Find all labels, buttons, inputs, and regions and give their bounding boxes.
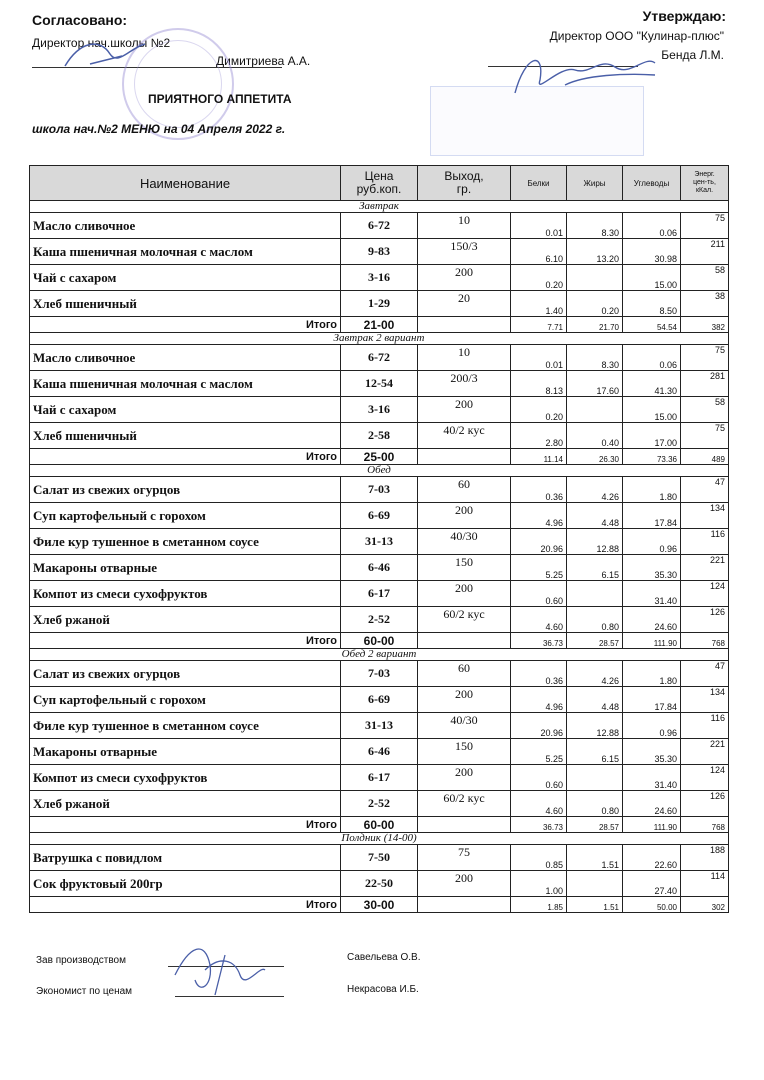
- section-row: [30, 833, 729, 845]
- dish-carbs: 0.06: [623, 213, 681, 239]
- total-energy: 768: [681, 817, 729, 833]
- dish-output: 200: [418, 397, 511, 423]
- dish-price: 2-58: [341, 423, 418, 449]
- dish-price: 6-72: [341, 213, 418, 239]
- menu-body: [30, 201, 729, 913]
- table-row: [30, 845, 729, 871]
- total-label: Итого: [30, 817, 341, 833]
- section-row: [30, 201, 729, 213]
- dish-carbs: 0.96: [623, 713, 681, 739]
- table-row: [30, 371, 729, 397]
- dish-name: Филе кур тушенное в сметанном соусе: [30, 529, 341, 555]
- col-energy-line1: Энерг.: [694, 171, 715, 178]
- dish-protein: 20.96: [511, 713, 567, 739]
- dish-output: 20: [418, 291, 511, 317]
- section-title: Обед: [30, 465, 729, 477]
- dish-output: 150/3: [418, 239, 511, 265]
- dish-output: 60/2 кус: [418, 791, 511, 817]
- dish-carbs: 35.30: [623, 555, 681, 581]
- dish-carbs: 17.84: [623, 687, 681, 713]
- dish-energy: 75: [681, 423, 729, 449]
- dish-output: 60: [418, 477, 511, 503]
- dish-name: Хлеб пшеничный: [30, 291, 341, 317]
- dish-carbs: 41.30: [623, 371, 681, 397]
- table-row: [30, 423, 729, 449]
- dish-energy: 221: [681, 739, 729, 765]
- total-row: [30, 817, 729, 833]
- section-title: Полдник (14-00): [30, 833, 729, 845]
- dish-name: Филе кур тушенное в сметанном соусе: [30, 713, 341, 739]
- dish-carbs: 17.00: [623, 423, 681, 449]
- section-row: [30, 649, 729, 661]
- total-price: 25-00: [341, 449, 418, 465]
- dish-energy: 114: [681, 871, 729, 897]
- total-protein: 36.73: [511, 633, 567, 649]
- dish-energy: 47: [681, 661, 729, 687]
- dish-fat: 4.26: [567, 661, 623, 687]
- dish-price: 9-83: [341, 239, 418, 265]
- dish-carbs: 15.00: [623, 397, 681, 423]
- dish-output: 40/30: [418, 529, 511, 555]
- total-fat: 26.30: [567, 449, 623, 465]
- dish-protein: 4.60: [511, 607, 567, 633]
- dish-name: Салат из свежих огурцов: [30, 477, 341, 503]
- dish-name: Хлеб ржаной: [30, 791, 341, 817]
- dish-output: 40/2 кус: [418, 423, 511, 449]
- dish-energy: 124: [681, 765, 729, 791]
- approved-label: Согласовано:: [32, 12, 128, 28]
- total-carbs: 54.54: [623, 317, 681, 333]
- dish-fat: 8.30: [567, 345, 623, 371]
- dish-price: 1-29: [341, 291, 418, 317]
- dish-output: 10: [418, 345, 511, 371]
- dish-price: 31-13: [341, 529, 418, 555]
- dish-name: Масло сливочное: [30, 345, 341, 371]
- table-row: [30, 239, 729, 265]
- total-label: Итого: [30, 633, 341, 649]
- dish-name: Суп картофельный с горохом: [30, 687, 341, 713]
- total-protein: 1.85: [511, 897, 567, 913]
- approver-name: Димитриева А.А.: [216, 54, 311, 68]
- col-energy-line2: цен-ть,: [693, 179, 716, 186]
- dish-name: Макароны отварные: [30, 555, 341, 581]
- table-row: [30, 265, 729, 291]
- total-price: 21-00: [341, 317, 418, 333]
- approve-label: Утверждаю:: [642, 8, 726, 24]
- dish-fat: 12.88: [567, 529, 623, 555]
- dish-name: Сок фруктовый 200гр: [30, 871, 341, 897]
- dish-fat: 6.15: [567, 555, 623, 581]
- total-protein: 7.71: [511, 317, 567, 333]
- dish-name: Каша пшеничная молочная с маслом: [30, 371, 341, 397]
- dish-carbs: 8.50: [623, 291, 681, 317]
- dish-price: 6-69: [341, 687, 418, 713]
- total-price: 60-00: [341, 817, 418, 833]
- dish-protein: 1.40: [511, 291, 567, 317]
- dish-carbs: 17.84: [623, 503, 681, 529]
- dish-name: Хлеб пшеничный: [30, 423, 341, 449]
- dish-name: Хлеб ржаной: [30, 607, 341, 633]
- dish-price: 31-13: [341, 713, 418, 739]
- table-row: [30, 687, 729, 713]
- chef-role: Зав производством: [36, 955, 126, 966]
- dish-protein: 0.01: [511, 213, 567, 239]
- dish-fat: [567, 265, 623, 291]
- director-name: Бенда Л.М.: [661, 48, 724, 62]
- table-row: [30, 397, 729, 423]
- dish-protein: 8.13: [511, 371, 567, 397]
- table-row: [30, 739, 729, 765]
- dish-output: 200: [418, 871, 511, 897]
- dish-carbs: 24.60: [623, 607, 681, 633]
- col-carbs: Углеводы: [623, 166, 681, 201]
- economist-role: Экономист по ценам: [36, 986, 133, 997]
- dish-fat: [567, 871, 623, 897]
- dish-carbs: 31.40: [623, 765, 681, 791]
- table-row: [30, 213, 729, 239]
- dish-price: 6-69: [341, 503, 418, 529]
- dish-fat: 4.48: [567, 687, 623, 713]
- dish-price: 3-16: [341, 397, 418, 423]
- dish-output: 200: [418, 503, 511, 529]
- dish-protein: 0.01: [511, 345, 567, 371]
- dish-output: 200: [418, 581, 511, 607]
- dish-energy: 58: [681, 397, 729, 423]
- section-title: Завтрак: [30, 201, 729, 213]
- dish-price: 6-46: [341, 555, 418, 581]
- dish-fat: 6.15: [567, 739, 623, 765]
- col-fat: Жиры: [567, 166, 623, 201]
- dish-energy: 221: [681, 555, 729, 581]
- dish-protein: 2.80: [511, 423, 567, 449]
- dish-carbs: 31.40: [623, 581, 681, 607]
- menu-table: [29, 165, 729, 913]
- dish-price: 2-52: [341, 791, 418, 817]
- total-protein: 11.14: [511, 449, 567, 465]
- total-price: 60-00: [341, 633, 418, 649]
- total-fat: 21.70: [567, 317, 623, 333]
- table-row: [30, 765, 729, 791]
- dish-protein: 4.60: [511, 791, 567, 817]
- dish-energy: 134: [681, 687, 729, 713]
- dish-fat: 0.80: [567, 791, 623, 817]
- dish-fat: 4.26: [567, 477, 623, 503]
- dish-output: 200: [418, 687, 511, 713]
- dish-energy: 188: [681, 845, 729, 871]
- table-row: [30, 791, 729, 817]
- total-carbs: 111.90: [623, 817, 681, 833]
- dish-output: 150: [418, 555, 511, 581]
- dish-fat: 1.51: [567, 845, 623, 871]
- dish-protein: 4.96: [511, 687, 567, 713]
- total-label: Итого: [30, 897, 341, 913]
- chef-signature-icon: [165, 935, 275, 1005]
- total-energy: 302: [681, 897, 729, 913]
- dish-energy: 281: [681, 371, 729, 397]
- total-row: [30, 449, 729, 465]
- total-output-empty: [418, 633, 511, 649]
- table-row: [30, 503, 729, 529]
- dish-name: Каша пшеничная молочная с маслом: [30, 239, 341, 265]
- total-label: Итого: [30, 317, 341, 333]
- col-price-line2: руб.коп.: [356, 182, 402, 196]
- table-row: [30, 345, 729, 371]
- dish-fat: 17.60: [567, 371, 623, 397]
- dish-protein: 0.20: [511, 397, 567, 423]
- total-row: [30, 317, 729, 333]
- col-energy: [681, 166, 729, 201]
- total-price: 30-00: [341, 897, 418, 913]
- dish-protein: 20.96: [511, 529, 567, 555]
- col-name: Наименование: [30, 166, 341, 201]
- dish-carbs: 22.60: [623, 845, 681, 871]
- dish-energy: 211: [681, 239, 729, 265]
- dish-output: 40/30: [418, 713, 511, 739]
- dish-carbs: 15.00: [623, 265, 681, 291]
- total-carbs: 111.90: [623, 633, 681, 649]
- table-row: [30, 871, 729, 897]
- dish-fat: 8.30: [567, 213, 623, 239]
- dish-protein: 0.85: [511, 845, 567, 871]
- dish-protein: 0.36: [511, 661, 567, 687]
- col-output: [418, 166, 511, 201]
- dish-fat: [567, 765, 623, 791]
- table-row: [30, 291, 729, 317]
- col-price-line1: Цена: [364, 169, 394, 183]
- section-row: [30, 333, 729, 345]
- dish-name: Салат из свежих огурцов: [30, 661, 341, 687]
- dish-carbs: 35.30: [623, 739, 681, 765]
- bon-appetit-text: ПРИЯТНОГО АППЕТИТА: [148, 92, 292, 106]
- dish-carbs: 24.60: [623, 791, 681, 817]
- total-energy: 489: [681, 449, 729, 465]
- dish-energy: 116: [681, 713, 729, 739]
- total-carbs: 73.36: [623, 449, 681, 465]
- dish-price: 7-03: [341, 477, 418, 503]
- approver-signature-icon: [60, 36, 150, 76]
- dish-energy: 75: [681, 213, 729, 239]
- dish-price: 6-72: [341, 345, 418, 371]
- dish-fat: 12.88: [567, 713, 623, 739]
- total-energy: 768: [681, 633, 729, 649]
- dish-output: 200: [418, 265, 511, 291]
- dish-output: 60: [418, 661, 511, 687]
- dish-energy: 116: [681, 529, 729, 555]
- dish-protein: 0.60: [511, 581, 567, 607]
- section-title: Завтрак 2 вариант: [30, 333, 729, 345]
- chef-name: Савельева О.В.: [347, 952, 421, 963]
- dish-output: 75: [418, 845, 511, 871]
- total-label: Итого: [30, 449, 341, 465]
- dish-fat: 4.48: [567, 503, 623, 529]
- dish-fat: 0.20: [567, 291, 623, 317]
- total-output-empty: [418, 449, 511, 465]
- col-output-line1: Выход,: [444, 169, 484, 183]
- total-output-empty: [418, 817, 511, 833]
- total-output-empty: [418, 897, 511, 913]
- section-row: [30, 465, 729, 477]
- total-fat: 1.51: [567, 897, 623, 913]
- dish-name: Макароны отварные: [30, 739, 341, 765]
- table-row: [30, 713, 729, 739]
- total-fat: 28.57: [567, 817, 623, 833]
- dish-carbs: 30.98: [623, 239, 681, 265]
- table-header-row: [30, 166, 729, 201]
- dish-energy: 134: [681, 503, 729, 529]
- total-energy: 382: [681, 317, 729, 333]
- dish-price: 7-50: [341, 845, 418, 871]
- dish-protein: 5.25: [511, 555, 567, 581]
- dish-name: Чай с сахаром: [30, 397, 341, 423]
- dish-protein: 0.20: [511, 265, 567, 291]
- col-price: [341, 166, 418, 201]
- dish-price: 7-03: [341, 661, 418, 687]
- dish-energy: 126: [681, 607, 729, 633]
- dish-name: Масло сливочное: [30, 213, 341, 239]
- col-energy-line3: кКал.: [695, 187, 714, 194]
- menu-title: школа нач.№2 МЕНЮ на 04 Апреля 2022 г.: [32, 122, 286, 136]
- dish-price: 12-54: [341, 371, 418, 397]
- dish-output: 200/3: [418, 371, 511, 397]
- total-row: [30, 897, 729, 913]
- total-output-empty: [418, 317, 511, 333]
- dish-fat: 13.20: [567, 239, 623, 265]
- dish-carbs: 0.06: [623, 345, 681, 371]
- table-row: [30, 477, 729, 503]
- table-row: [30, 581, 729, 607]
- dish-name: Чай с сахаром: [30, 265, 341, 291]
- dish-fat: [567, 397, 623, 423]
- dish-fat: [567, 581, 623, 607]
- dish-energy: 38: [681, 291, 729, 317]
- total-protein: 36.73: [511, 817, 567, 833]
- dish-protein: 5.25: [511, 739, 567, 765]
- approver-position: Директор нач.школы №2: [32, 36, 171, 50]
- economist-name: Некрасова И.Б.: [347, 984, 419, 995]
- dish-carbs: 1.80: [623, 661, 681, 687]
- director-position: Директор ООО "Кулинар-плюс": [549, 29, 724, 43]
- col-protein: Белки: [511, 166, 567, 201]
- dish-carbs: 27.40: [623, 871, 681, 897]
- dish-energy: 126: [681, 791, 729, 817]
- total-carbs: 50.00: [623, 897, 681, 913]
- dish-output: 200: [418, 765, 511, 791]
- dish-protein: 6.10: [511, 239, 567, 265]
- director-signature-icon: [505, 45, 665, 100]
- dish-fat: 0.80: [567, 607, 623, 633]
- dish-energy: 47: [681, 477, 729, 503]
- section-title: Обед 2 вариант: [30, 649, 729, 661]
- total-row: [30, 633, 729, 649]
- dish-protein: 0.36: [511, 477, 567, 503]
- table-row: [30, 529, 729, 555]
- dish-carbs: 0.96: [623, 529, 681, 555]
- dish-protein: 0.60: [511, 765, 567, 791]
- dish-name: Суп картофельный с горохом: [30, 503, 341, 529]
- dish-name: Компот из смеси сухофруктов: [30, 765, 341, 791]
- dish-energy: 75: [681, 345, 729, 371]
- dish-price: 6-46: [341, 739, 418, 765]
- dish-protein: 1.00: [511, 871, 567, 897]
- dish-name: Ватрушка с повидлом: [30, 845, 341, 871]
- dish-energy: 124: [681, 581, 729, 607]
- dish-output: 10: [418, 213, 511, 239]
- table-row: [30, 607, 729, 633]
- dish-output: 150: [418, 739, 511, 765]
- dish-fat: 0.40: [567, 423, 623, 449]
- dish-price: 3-16: [341, 265, 418, 291]
- dish-name: Компот из смеси сухофруктов: [30, 581, 341, 607]
- dish-price: 2-52: [341, 607, 418, 633]
- table-row: [30, 555, 729, 581]
- dish-price: 22-50: [341, 871, 418, 897]
- dish-protein: 4.96: [511, 503, 567, 529]
- total-fat: 28.57: [567, 633, 623, 649]
- table-row: [30, 661, 729, 687]
- dish-price: 6-17: [341, 581, 418, 607]
- dish-carbs: 1.80: [623, 477, 681, 503]
- dish-output: 60/2 кус: [418, 607, 511, 633]
- col-output-line2: гр.: [456, 182, 472, 196]
- dish-energy: 58: [681, 265, 729, 291]
- dish-price: 6-17: [341, 765, 418, 791]
